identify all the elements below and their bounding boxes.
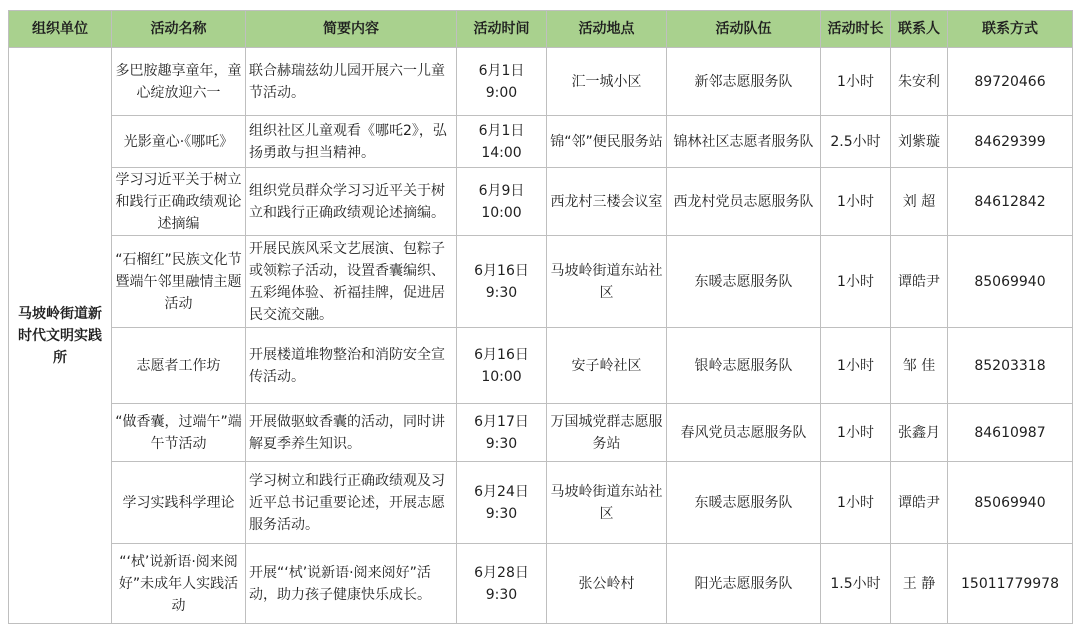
activity-place: 锦“邻”便民服务站 (547, 116, 667, 168)
activity-team: 东暖志愿服务队 (667, 462, 821, 544)
header-contact: 联系人 (891, 11, 948, 48)
activity-team: 阳光志愿服务队 (667, 544, 821, 624)
activity-place: 安子岭社区 (547, 328, 667, 404)
activity-time: 10:00 (481, 368, 522, 385)
activity-contact: 刘紫璇 (891, 116, 948, 168)
activity-phone: 85203318 (948, 328, 1073, 404)
activity-schedule-table (8, 10, 1073, 624)
activity-contact: 王 静 (891, 544, 948, 624)
header-phone: 联系方式 (948, 11, 1073, 48)
activity-name: 光影童心·《哪吒》 (112, 116, 246, 168)
activity-time: 9:30 (485, 284, 518, 301)
activity-team: 银岭志愿服务队 (667, 328, 821, 404)
activity-content: 组织党员群众学习习近平关于树立和践行正确政绩观论述摘编。 (246, 168, 457, 236)
activity-team: 东暖志愿服务队 (667, 236, 821, 328)
activity-time: 9:00 (485, 84, 518, 101)
table-row (9, 116, 1073, 168)
activity-datetime (457, 48, 547, 116)
activity-phone: 15011779978 (948, 544, 1073, 624)
activity-name: 学习习近平关于树立和践行正确政绩观论述摘编 (112, 168, 246, 236)
activity-name: 学习实践科学理论 (112, 462, 246, 544)
activity-datetime (457, 168, 547, 236)
activity-duration: 1小时 (821, 328, 891, 404)
activity-duration: 2.5小时 (821, 116, 891, 168)
activity-time: 9:30 (485, 505, 518, 522)
activity-place: 西龙村三楼会议室 (547, 168, 667, 236)
table-header-row (9, 11, 1073, 48)
activity-contact: 邹 佳 (891, 328, 948, 404)
activity-duration: 1小时 (821, 236, 891, 328)
activity-place: 马坡岭街道东站社区 (547, 236, 667, 328)
activity-datetime (457, 462, 547, 544)
activity-contact: 谭皓尹 (891, 462, 948, 544)
header-duration: 活动时长 (821, 11, 891, 48)
activity-content: 开展做驱蚊香囊的活动，同时讲解夏季养生知识。 (246, 404, 457, 462)
activity-team: 新邻志愿服务队 (667, 48, 821, 116)
activity-duration: 1小时 (821, 462, 891, 544)
activity-date: 6月24日 (474, 483, 529, 500)
activity-datetime (457, 544, 547, 624)
activity-team: 锦林社区志愿者服务队 (667, 116, 821, 168)
activity-date: 6月1日 (478, 62, 525, 79)
header-name: 活动名称 (112, 11, 246, 48)
activity-contact: 谭皓尹 (891, 236, 948, 328)
activity-phone: 84612842 (948, 168, 1073, 236)
header-place: 活动地点 (547, 11, 667, 48)
activity-name: 多巴胺趣享童年，童心绽放迎六一 (112, 48, 246, 116)
activity-contact: 刘 超 (891, 168, 948, 236)
header-org: 组织单位 (9, 11, 112, 48)
activity-content: 组织社区儿童观看《哪吒2》，弘扬勇敢与担当精神。 (246, 116, 457, 168)
activity-content: 开展楼道堆物整治和消防安全宣传活动。 (246, 328, 457, 404)
header-content: 简要内容 (246, 11, 457, 48)
table-row (9, 236, 1073, 328)
activity-content: 开展民族风采文艺展演、包粽子或领粽子活动，设置香囊编织、五彩绳体验、祈福挂牌，促进居民交流交融。 (246, 236, 457, 328)
activity-content: 学习树立和践行正确政绩观及习近平总书记重要论述，开展志愿服务活动。 (246, 462, 457, 544)
table-row (9, 404, 1073, 462)
activity-name: “石榴红”民族文化节暨端午邻里融情主题活动 (112, 236, 246, 328)
table-row (9, 328, 1073, 404)
activity-phone: 84610987 (948, 404, 1073, 462)
activity-time: 10:00 (481, 204, 522, 221)
activity-datetime (457, 116, 547, 168)
activity-time: 14:00 (481, 144, 522, 161)
activity-duration: 1.5小时 (821, 544, 891, 624)
activity-datetime (457, 328, 547, 404)
activity-contact: 张鑫月 (891, 404, 948, 462)
activity-content: 联合赫瑞兹幼儿园开展六一儿童节活动。 (246, 48, 457, 116)
activity-duration: 1小时 (821, 404, 891, 462)
activity-date: 6月1日 (478, 122, 525, 139)
table-row (9, 544, 1073, 624)
table-row (9, 48, 1073, 116)
activity-duration: 1小时 (821, 48, 891, 116)
activity-datetime (457, 404, 547, 462)
activity-team: 春风党员志愿服务队 (667, 404, 821, 462)
activity-place: 张公岭村 (547, 544, 667, 624)
table-row (9, 168, 1073, 236)
activity-team: 西龙村党员志愿服务队 (667, 168, 821, 236)
activity-name: 志愿者工作坊 (112, 328, 246, 404)
activity-phone: 85069940 (948, 462, 1073, 544)
activity-date: 6月17日 (474, 413, 529, 430)
activity-table-container (8, 10, 1072, 624)
activity-date: 6月28日 (474, 564, 529, 581)
table-row (9, 462, 1073, 544)
activity-time: 9:30 (485, 435, 518, 452)
organization-cell: 马坡岭街道新时代文明实践所 (9, 48, 112, 624)
activity-place: 汇一城小区 (547, 48, 667, 116)
activity-datetime (457, 236, 547, 328)
activity-phone: 89720466 (948, 48, 1073, 116)
activity-date: 6月16日 (474, 346, 529, 363)
activity-place: 马坡岭街道东站社区 (547, 462, 667, 544)
header-time: 活动时间 (457, 11, 547, 48)
activity-name: “‘栻’说新语·阅来阅好”未成年人实践活动 (112, 544, 246, 624)
header-team: 活动队伍 (667, 11, 821, 48)
activity-time: 9:30 (485, 586, 518, 603)
activity-date: 6月16日 (474, 262, 529, 279)
activity-content: 开展“‘栻’说新语·阅来阅好”活动，助力孩子健康快乐成长。 (246, 544, 457, 624)
activity-name: “做香囊，过端午”端午节活动 (112, 404, 246, 462)
activity-phone: 85069940 (948, 236, 1073, 328)
activity-phone: 84629399 (948, 116, 1073, 168)
activity-place: 万国城党群志愿服务站 (547, 404, 667, 462)
activity-contact: 朱安利 (891, 48, 948, 116)
activity-duration: 1小时 (821, 168, 891, 236)
activity-date: 6月9日 (478, 182, 525, 199)
